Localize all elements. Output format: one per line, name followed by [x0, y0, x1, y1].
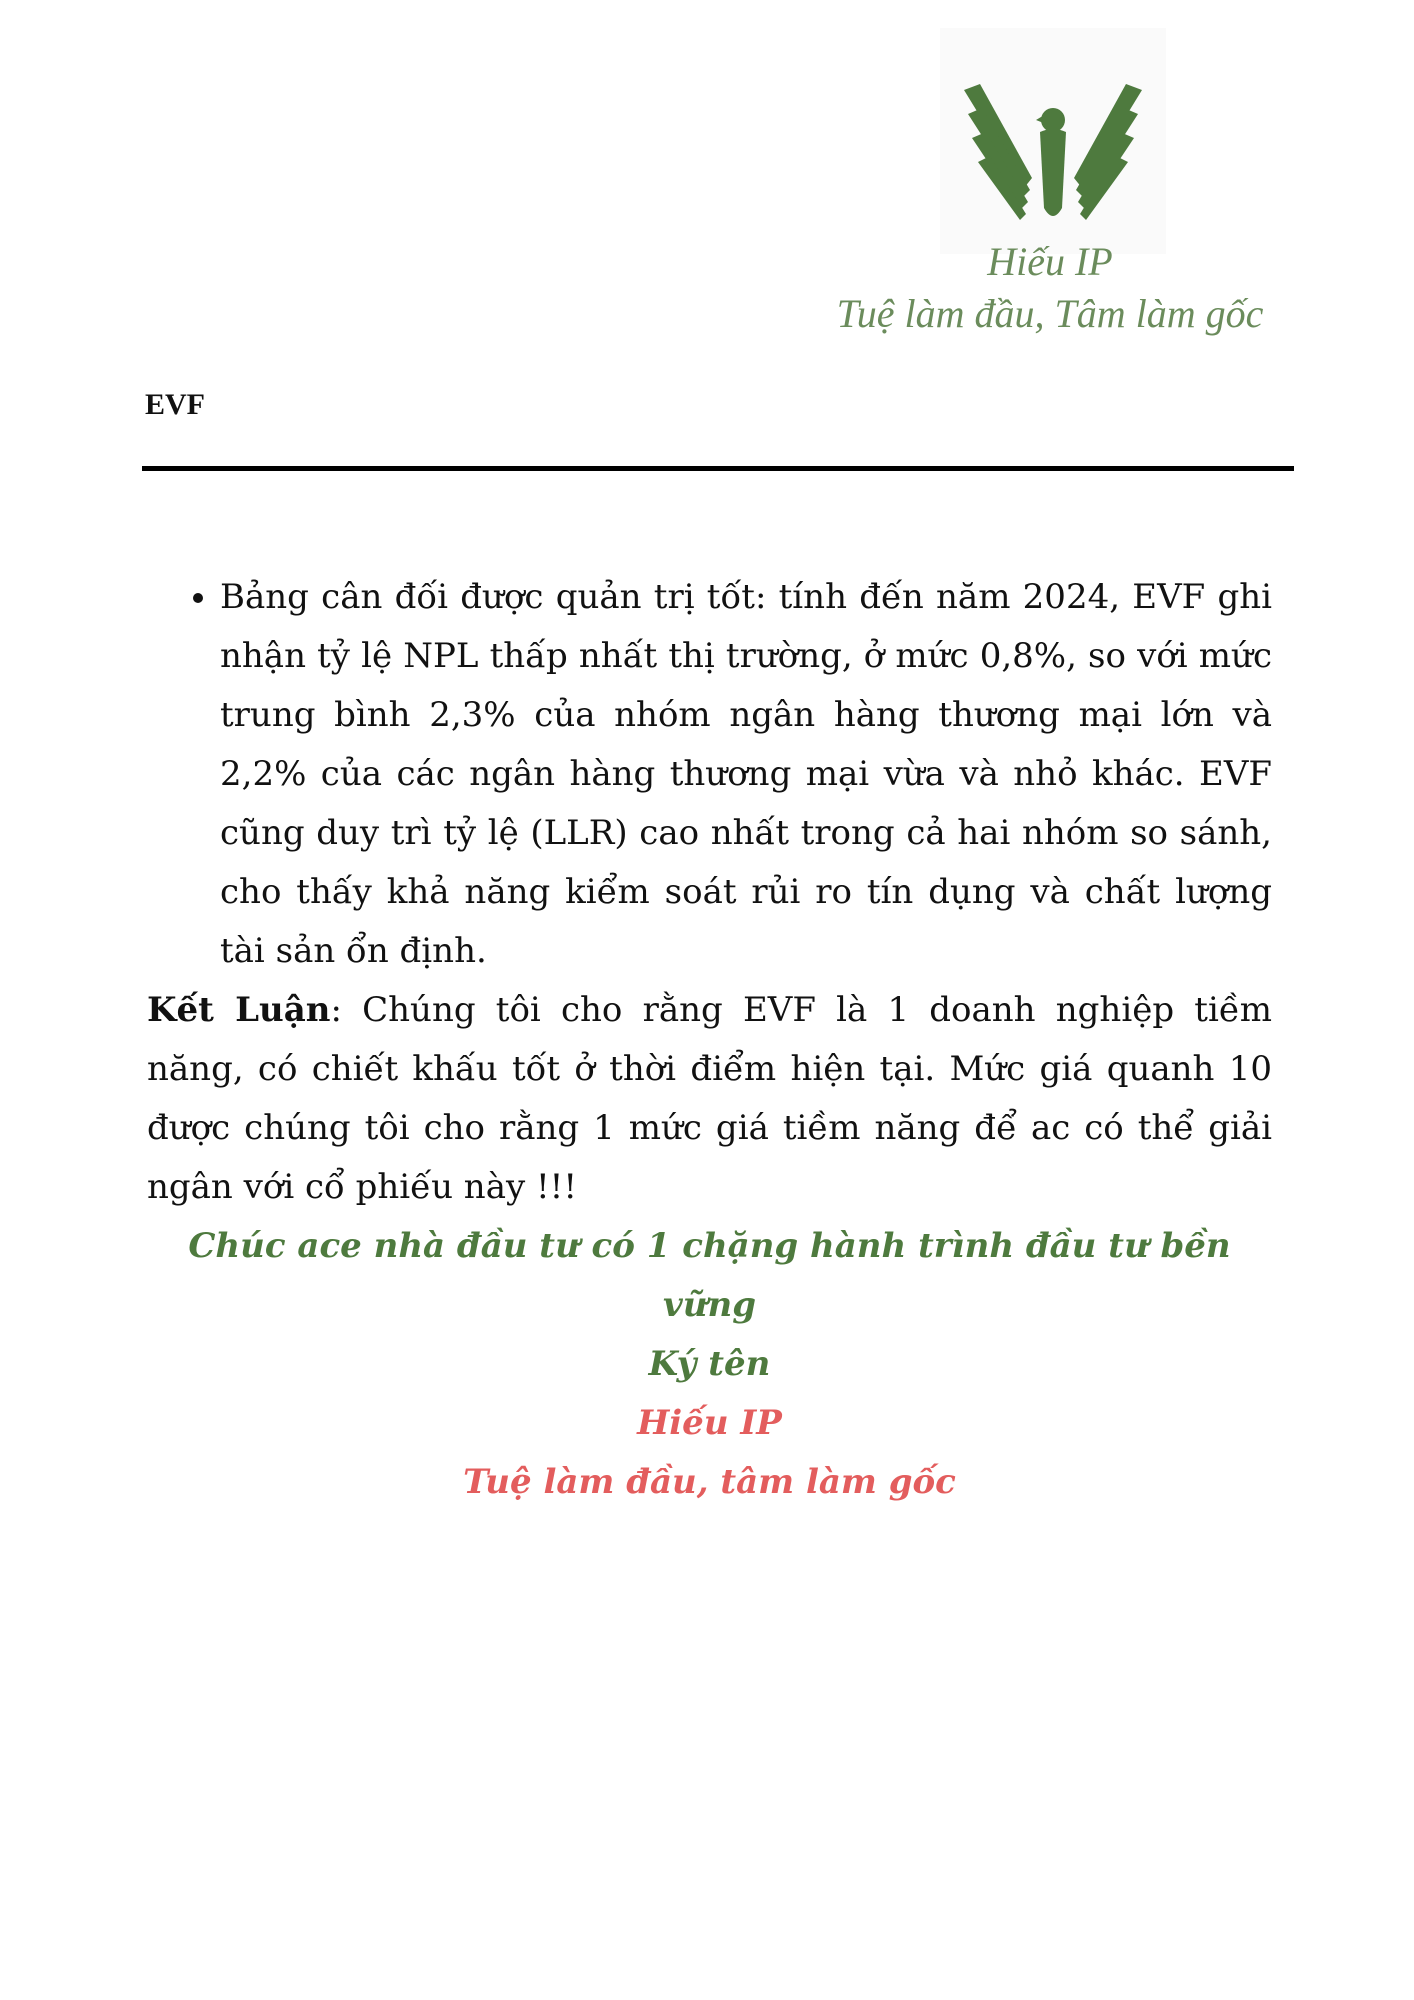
conclusion-label: Kết Luận [147, 990, 331, 1030]
brand-name: Hiếu IP [987, 239, 1113, 284]
document-body [147, 568, 1272, 1512]
closing-wish: Chúc ace nhà đầu tư có 1 chặng hành trình đầu tư bền vững [188, 1226, 1231, 1325]
ticker-title: EVF [145, 388, 205, 421]
bullet-item: • Bảng cân đối được quản trị tốt: tính đến năm 2024, EVF ghi nhận tỷ lệ NPL thấp nhất thị trường, ở mức 0,8%, so với mức trung bình 2,3% của nhóm ngân hàng thương mại lớn và 2,2% của các ngân hàng thương mại vừa và nhỏ khác. EVF cũng duy trì tỷ lệ (LLR) cao nhất trong cả hai nhóm so sánh, cho thấy khả năng kiểm soát rủi ro tín dụng và chất lượng tài sản ổn định. [220, 568, 1272, 981]
signer-name: Hiếu IP [637, 1403, 782, 1443]
signer-motto: Tuệ làm đầu, tâm làm gốc [463, 1462, 956, 1502]
conclusion-text: : Chúng tôi cho rằng EVF là 1 doanh nghiệp tiềm năng, có chiết khấu tốt ở thời điểm hiện tại. Mức giá quanh 10 được chúng tôi cho rằng 1 mức giá tiềm năng để ac có thể giải ngân với cổ phiếu này !!! [147, 990, 1272, 1207]
eagle-wings-logo-icon [940, 28, 1166, 254]
bullet-list [147, 568, 1272, 981]
divider [142, 466, 1294, 471]
brand-motto: Tuệ làm đầu, Tâm làm gốc [836, 291, 1264, 336]
conclusion-paragraph [147, 981, 1272, 1217]
sign-label: Ký tên [648, 1344, 771, 1384]
